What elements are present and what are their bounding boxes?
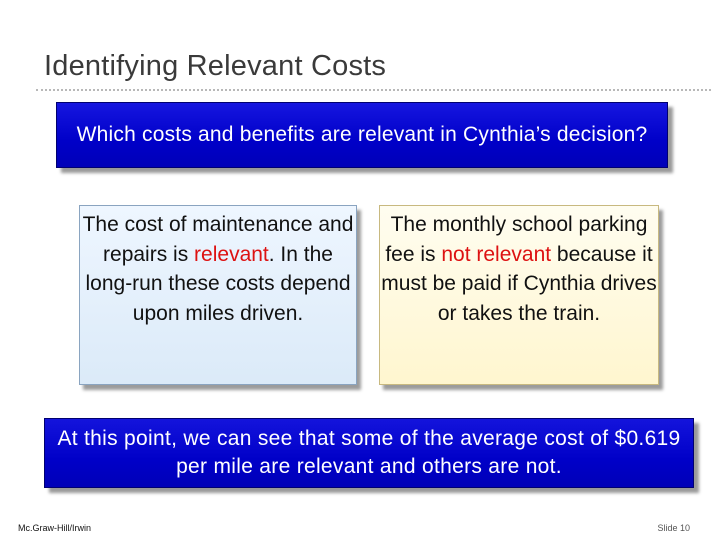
maintenance-card <box>79 205 357 385</box>
slide-number: Slide 10 <box>657 523 690 533</box>
title-divider <box>36 89 711 91</box>
parking-fee-card-text-post: because it must be paid if Cynthia drives or takes the train. <box>381 242 657 325</box>
parking-fee-card <box>379 205 659 385</box>
summary-box <box>44 418 694 488</box>
maintenance-card-text-pre: The cost of maintenance and repairs is <box>82 213 354 266</box>
parking-fee-card-text-pre: The monthly school parking fee is <box>385 213 648 266</box>
maintenance-card-text-post: . In the long-run these costs depend upon miles driven. <box>85 242 351 325</box>
maintenance-card-highlight: relevant <box>194 242 269 266</box>
summary-text: At this point, we can see that some of the average cost of $0.619 per mile are relevant and others are not. <box>57 427 681 478</box>
publisher-footer: Mc.Graw-Hill/Irwin <box>18 523 91 533</box>
question-text: Which costs and benefits are relevant in Cynthia’s decision? <box>76 123 648 146</box>
parking-fee-card-highlight: not relevant <box>441 242 552 266</box>
slide-title: Identifying Relevant Costs <box>44 50 387 82</box>
question-box <box>56 102 668 168</box>
